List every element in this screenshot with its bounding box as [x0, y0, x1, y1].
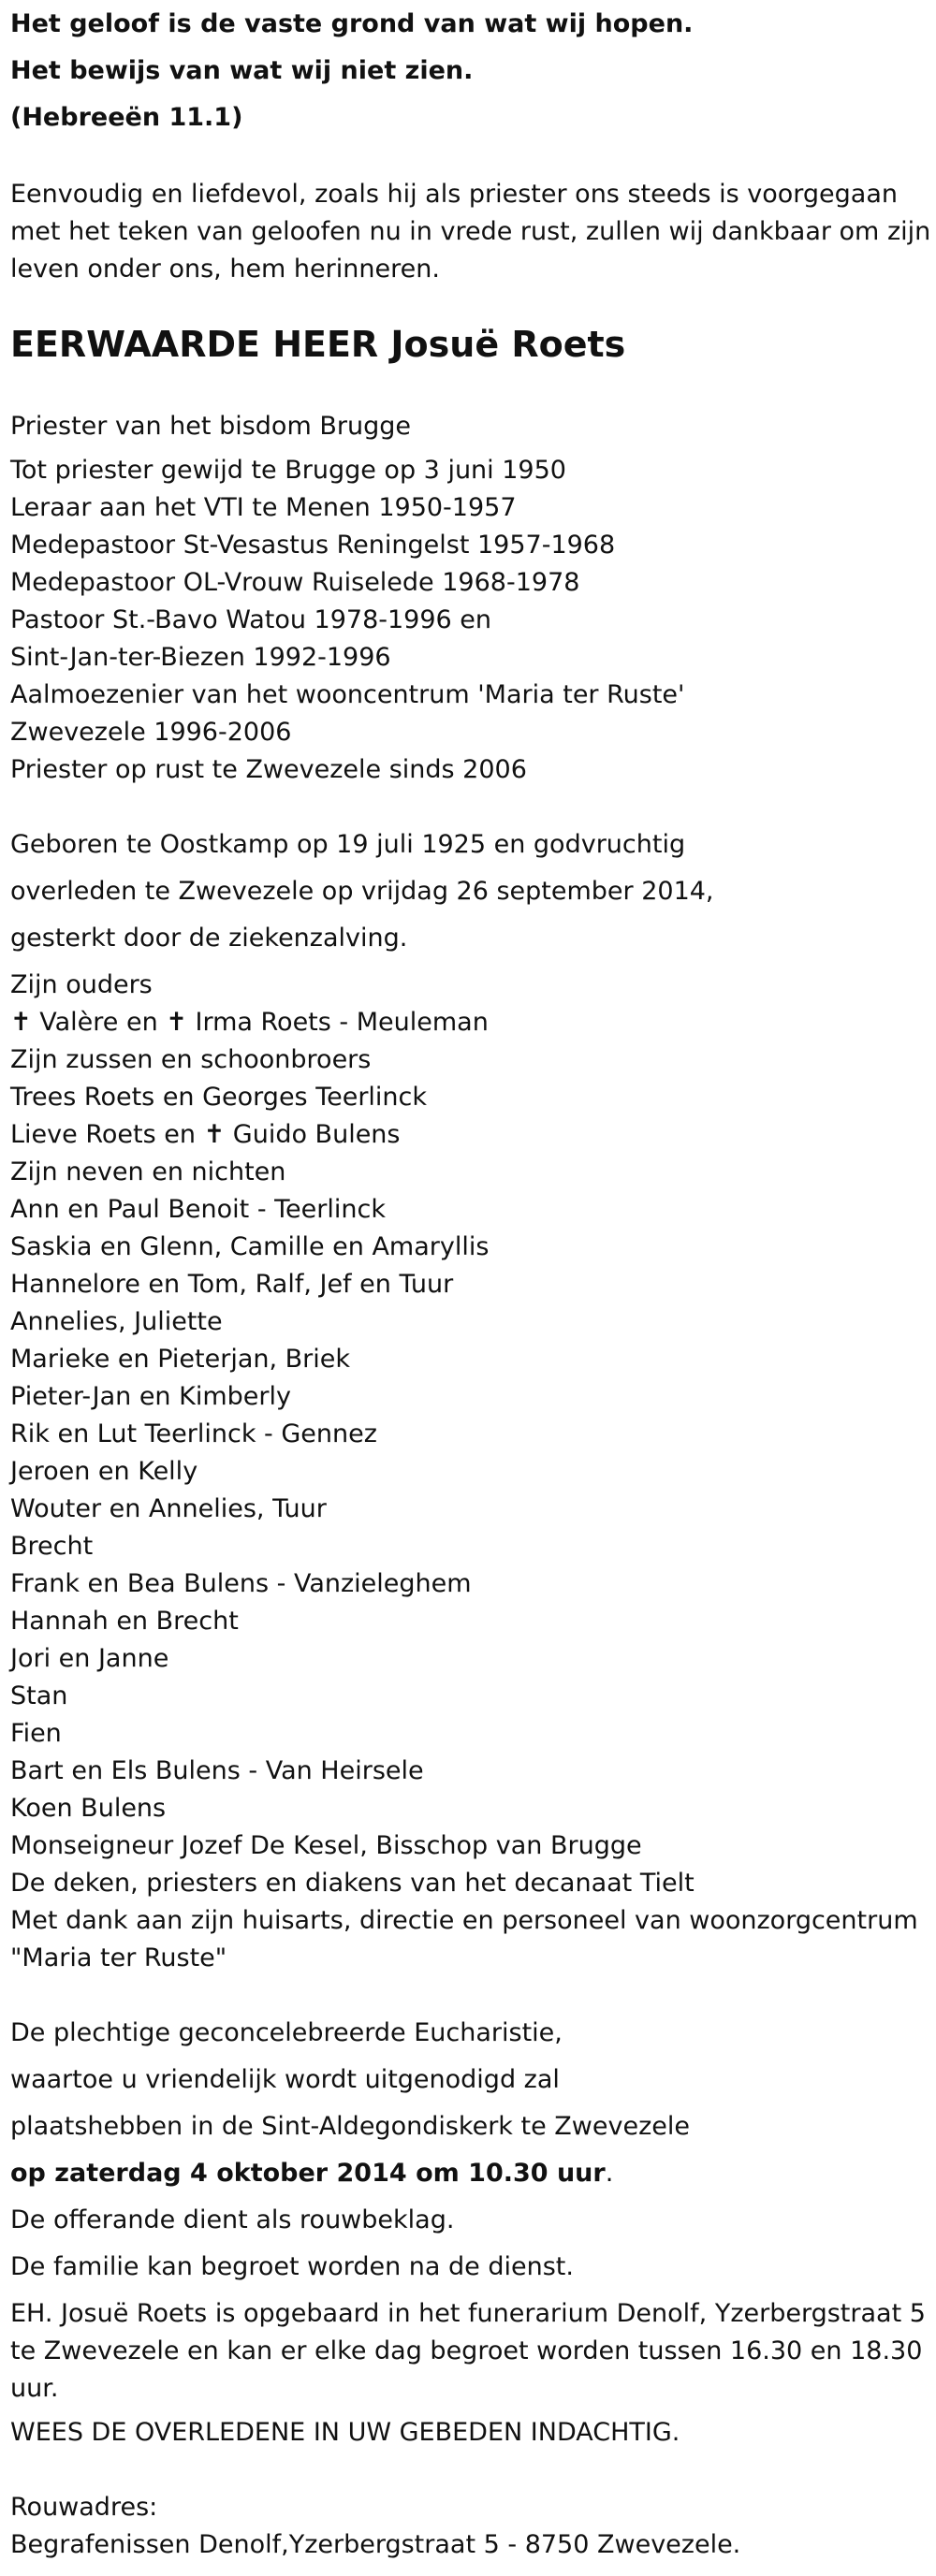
career-line: Leraar aan het VTI te Menen 1950-1957: [10, 493, 517, 522]
birth-line: gesterkt door de ziekenzalving.: [10, 924, 408, 953]
service-date: op zaterdag 4 oktober 2014 om 10.30 uur: [10, 2159, 606, 2188]
quote-line-1: Het geloof is de vaste grond van wat wij hopen.: [10, 9, 694, 38]
career-line: Aalmoezenier van het wooncentrum 'Maria ter Ruste': [10, 680, 685, 709]
nephew-line: Brecht: [10, 1532, 94, 1561]
funeral-line: te Zwevezele en kan er elke dag begroet worden tussen 16.30 en 18.30: [10, 2336, 923, 2365]
intro-line-3: leven onder ons, hem herinneren.: [10, 255, 440, 284]
nephew-line: Marieke en Pieterjan, Briek: [10, 1345, 351, 1374]
career-line: Zwevezele 1996-2006: [10, 718, 292, 747]
career-line: Medepastoor St-Vesastus Reningelst 1957-1968: [10, 531, 616, 560]
service-line: plaatshebben in de Sint-Aldegondiskerk te Zwevezele: [10, 2112, 690, 2141]
cross-icon: ✝: [166, 1008, 187, 1037]
service-line: De offerande dient als rouwbeklag.: [10, 2205, 455, 2234]
nephew-line: Saskia en Glenn, Camille en Amaryllis: [10, 1232, 490, 1261]
quote-line-2: Het bewijs van wat wij niet zien.: [10, 56, 474, 85]
nephew-line: Jori en Janne: [10, 1644, 169, 1673]
parent-name: Valère en: [39, 1008, 167, 1037]
deceased-name: EERWAARDE HEER Josuë Roets: [10, 324, 626, 365]
remembrance-line: WEES DE OVERLEDENE IN UW GEBEDEN INDACHTIG.: [10, 2418, 680, 2447]
nephew-line: Ann en Paul Benoit - Teerlinck: [10, 1195, 386, 1224]
intro-line-2: met het teken van geloofen nu in vrede rust, zullen wij dankbaar om zijn: [10, 217, 931, 246]
cross-icon: ✝: [10, 1008, 32, 1037]
intro-line-1: Eenvoudig en liefdevol, zoals hij als priester ons steeds is voorgegaan: [10, 180, 899, 209]
nephew-line: Jeroen en Kelly: [10, 1457, 198, 1486]
address-label: Rouwadres:: [10, 2493, 158, 2522]
nephews-label: Zijn neven en nichten: [10, 1157, 286, 1186]
career-line: Sint-Jan-ter-Biezen 1992-1996: [10, 643, 391, 672]
brother-in-law-name: Guido Bulens: [232, 1120, 401, 1149]
parents-line: [10, 1008, 489, 1038]
nephew-line: Annelies, Juliette: [10, 1307, 223, 1336]
sister-line: Trees Roets en Georges Teerlinck: [10, 1083, 428, 1112]
parent-name: Irma Roets - Meuleman: [195, 1008, 489, 1037]
funeral-line: uur.: [10, 2374, 59, 2403]
mourner-line: Monseigneur Jozef De Kesel, Bisschop van Brugge: [10, 1831, 642, 1860]
career-line: Priester op rust te Zwevezele sinds 2006: [10, 755, 527, 784]
nephew-line: Fien: [10, 1719, 62, 1748]
career-line: Tot priester gewijd te Brugge op 3 juni 1950: [10, 456, 566, 485]
nephew-line: Frank en Bea Bulens - Vanzieleghem: [10, 1569, 472, 1598]
service-date-tail: .: [605, 2159, 614, 2188]
nephew-line: Hannah en Brecht: [10, 1607, 239, 1636]
career-line: Priester van het bisdom Brugge: [10, 412, 411, 441]
nephew-line: Hannelore en Tom, Ralf, Jef en Tuur: [10, 1270, 454, 1299]
career-line: Medepastoor OL-Vrouw Ruiselede 1968-1978: [10, 568, 580, 597]
career-line: Pastoor St.-Bavo Watou 1978-1996 en: [10, 605, 492, 634]
nephew-line: Wouter en Annelies, Tuur: [10, 1494, 327, 1523]
nephew-line: Koen Bulens: [10, 1794, 167, 1823]
cross-icon: ✝: [203, 1120, 226, 1149]
service-date-line: [10, 2159, 613, 2189]
service-line: De plechtige geconcelebreerde Eucharistie,: [10, 2018, 563, 2047]
service-line: waartoe u vriendelijk wordt uitgenodigd zal: [10, 2065, 560, 2094]
birth-line: overleden te Zwevezele op vrijdag 26 september 2014,: [10, 877, 714, 906]
nephew-line: Pieter-Jan en Kimberly: [10, 1382, 291, 1411]
address-value: Begrafenissen Denolf,Yzerbergstraat 5 - 8750 Zwevezele.: [10, 2530, 741, 2559]
service-line: De familie kan begroet worden na de dienst.: [10, 2252, 574, 2281]
sister-line: [10, 1120, 401, 1150]
nephew-line: Stan: [10, 1681, 68, 1710]
birth-line: Geboren te Oostkamp op 19 juli 1925 en godvruchtig: [10, 830, 686, 859]
nephew-line: Rik en Lut Teerlinck - Gennez: [10, 1419, 377, 1448]
mourner-line: De deken, priesters en diakens van het decanaat Tielt: [10, 1869, 695, 1898]
funeral-line: EH. Josuë Roets is opgebaard in het funerarium Denolf, Yzerbergstraat 5: [10, 2299, 926, 2328]
nephew-line: Bart en Els Bulens - Van Heirsele: [10, 1756, 424, 1785]
sister-name: Lieve Roets en: [10, 1120, 204, 1149]
quote-reference: (Hebreeën 11.1): [10, 103, 243, 132]
mourner-line: "Maria ter Ruste": [10, 1943, 227, 1972]
parents-label: Zijn ouders: [10, 970, 153, 999]
sisters-label: Zijn zussen en schoonbroers: [10, 1045, 372, 1074]
mourner-line: Met dank aan zijn huisarts, directie en personeel van woonzorgcentrum: [10, 1906, 918, 1935]
